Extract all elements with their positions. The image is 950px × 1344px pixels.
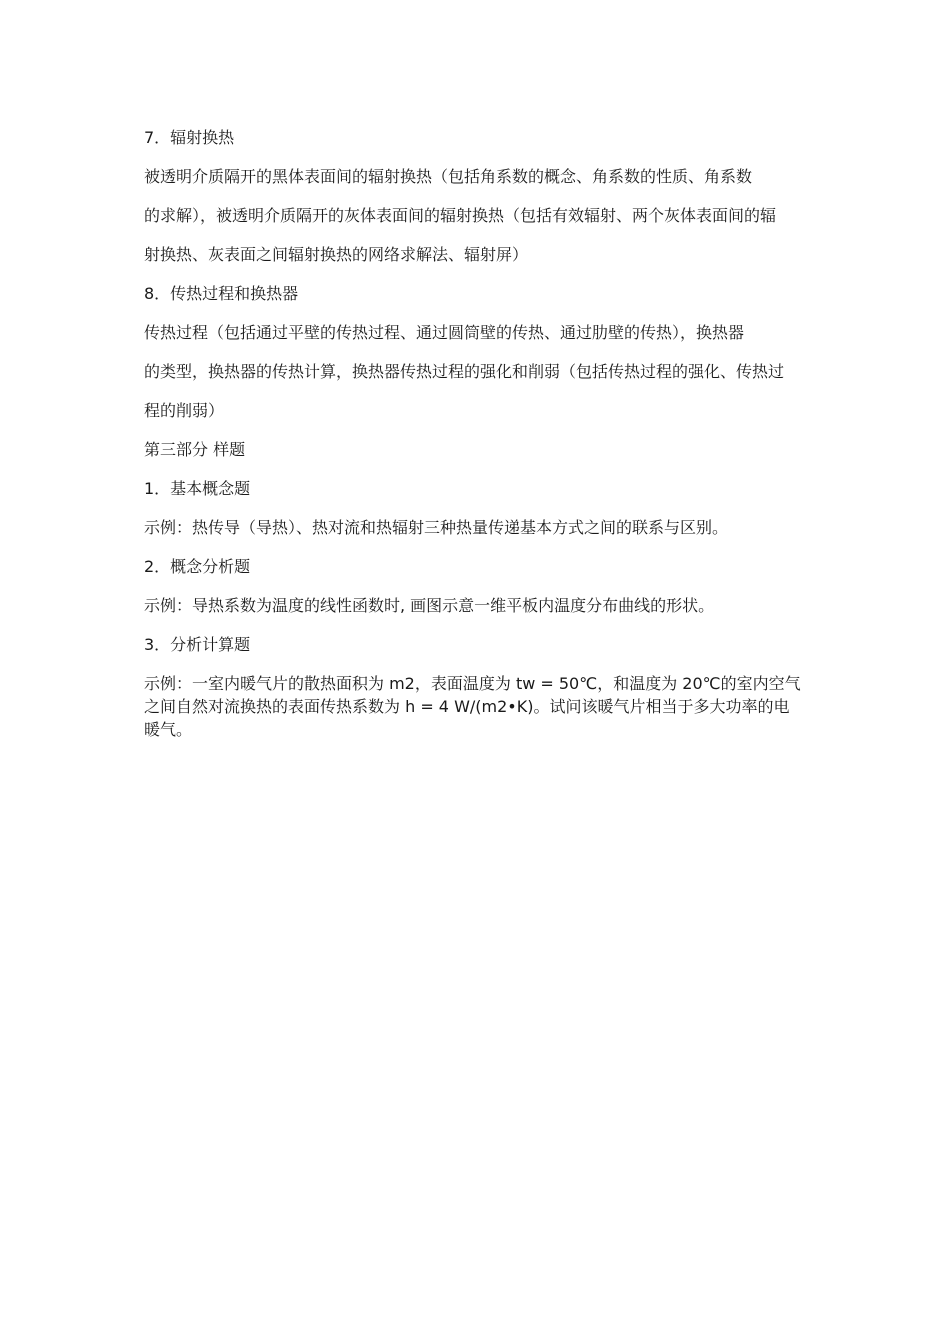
paragraph-text: 射换热、灰表面之间辐射换热的网络求解法、辐射屏） [144,245,529,264]
paragraph-text: 的求解），被透明介质隔开的灰体表面间的辐射换热（包括有效辐射、两个灰体表面间的辐 [144,206,777,225]
part-heading-sample-questions: 第三部分 样题 [144,440,246,459]
question-type-heading: 3．分析计算题 [144,635,251,654]
paragraph-text: 被透明介质隔开的黑体表面间的辐射换热（包括角系数的概念、角系数的性质、角系数 [144,167,753,186]
example-text: 示例：一室内暖气片的散热面积为 m2，表面温度为 tw = 50℃，和温度为 20℃的室内空气之间自然对流换热的表面传热系数为 h = 4 W/(m2•K)。试问该暖气片相当于多大功率的电暖气。 [144,674,801,739]
example-text: 示例：导热系数为温度的线性函数时, 画图示意一维平板内温度分布曲线的形状。 [144,596,715,615]
paragraph-text: 传热过程（包括通过平壁的传热过程、通过圆筒壁的传热、通过肋壁的传热），换热器 [144,323,745,342]
section-heading-radiation: 7．辐射换热 [144,128,235,147]
example-text: 示例：热传导（导热）、热对流和热辐射三种热量传递基本方式之间的联系与区别。 [144,518,729,537]
paragraph-text: 程的削弱） [144,401,225,420]
section-heading-heat-exchanger: 8．传热过程和换热器 [144,284,299,303]
document-body [144,126,802,757]
question-type-heading: 1．基本概念题 [144,479,251,498]
paragraph-text: 的类型，换热器的传热计算，换热器传热过程的强化和削弱（包括传热过程的强化、传热过 [144,362,785,381]
question-type-heading: 2．概念分析题 [144,557,251,576]
